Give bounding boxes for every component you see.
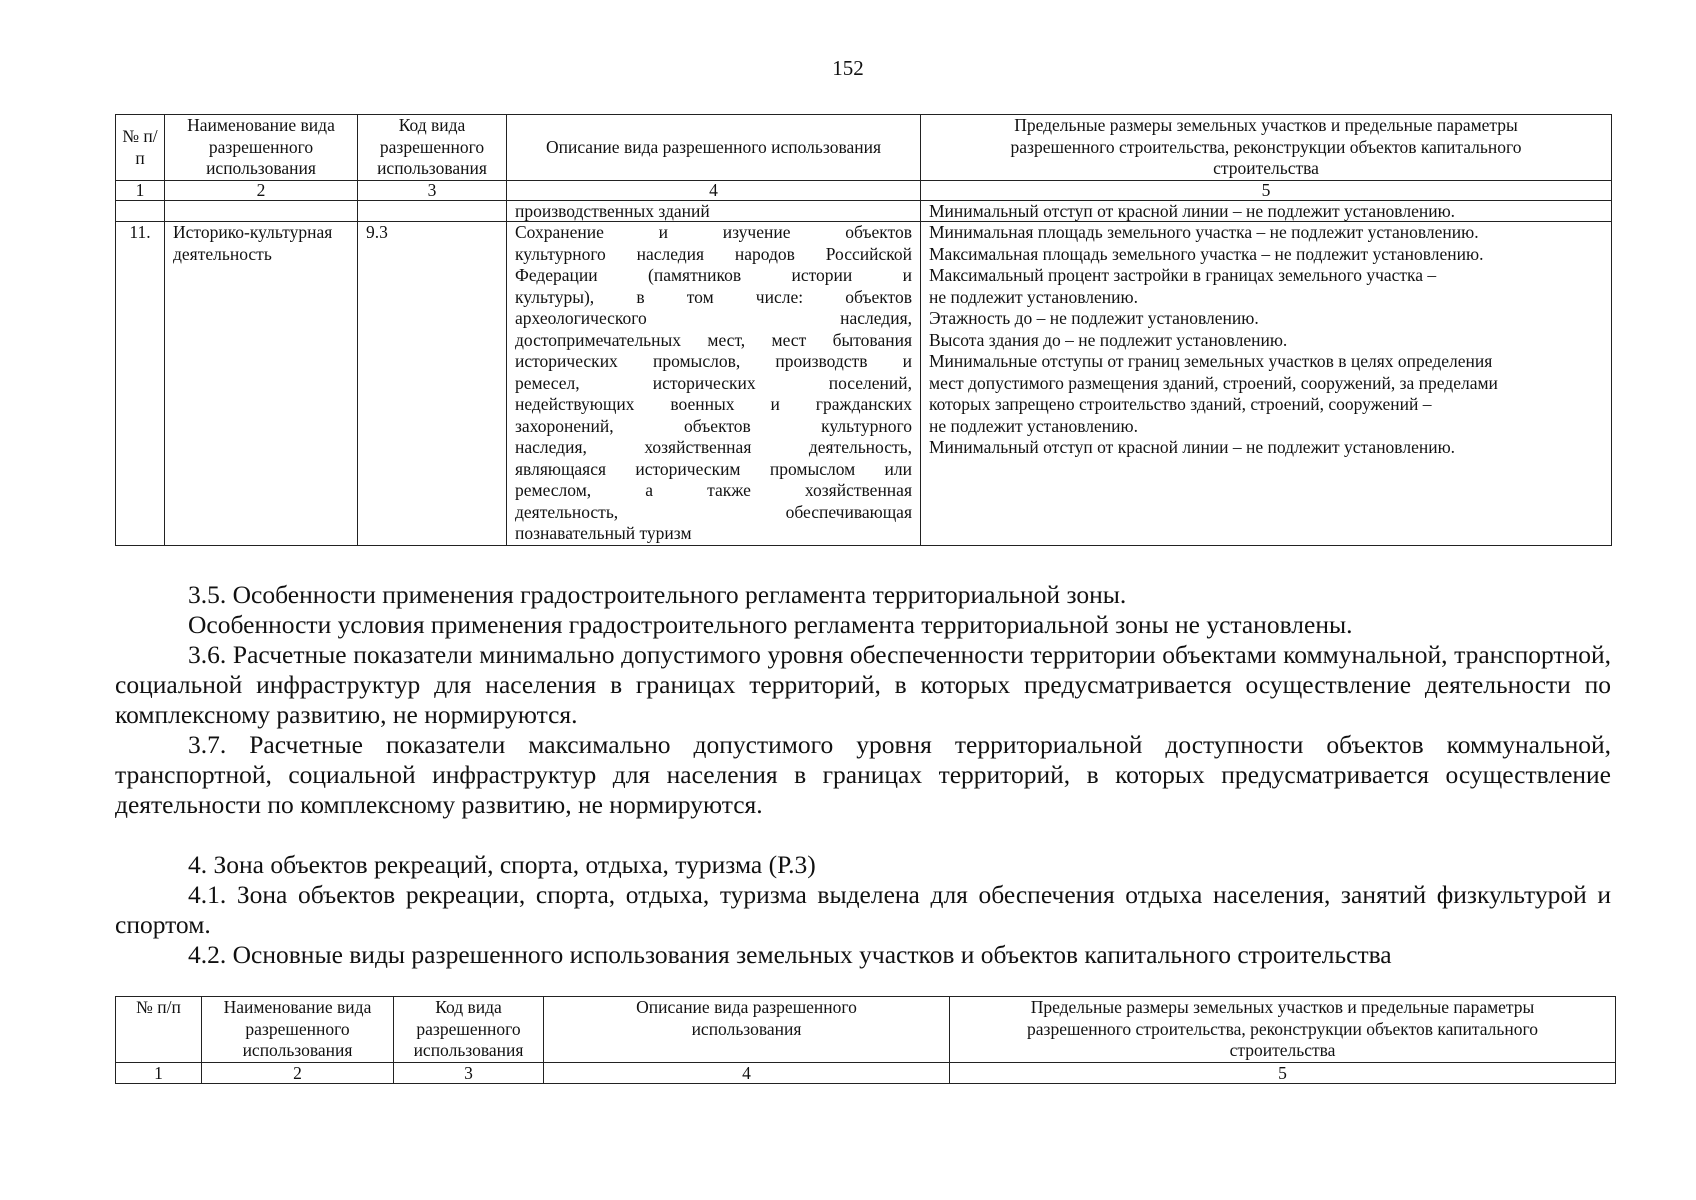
header-num: № п/п bbox=[116, 115, 165, 181]
section-4-text bbox=[115, 850, 1611, 970]
description-line: недействующих военных и гражданских bbox=[515, 394, 912, 414]
params-line: не подлежит установлению. bbox=[929, 415, 1138, 436]
column-number: 5 bbox=[921, 181, 1612, 201]
column-number: 4 bbox=[544, 1063, 950, 1084]
cell-description: производственных зданий bbox=[507, 201, 921, 222]
header-description: Описание вида разрешенного использования bbox=[507, 115, 921, 181]
description-line: исторических промыслов, производств и bbox=[515, 351, 912, 371]
description-line: археологического наследия, bbox=[515, 308, 912, 328]
cell-params bbox=[921, 222, 1612, 546]
table-row-continuation bbox=[116, 201, 1612, 222]
description-line: наследия, хозяйственная деятельность, bbox=[515, 437, 912, 457]
column-number: 5 bbox=[950, 1063, 1616, 1084]
header-params: Предельные размеры земельных участков и предельные параметры разрешенного строительства, реконструкции объектов капитального строительства bbox=[921, 115, 1612, 181]
column-number: 3 bbox=[358, 181, 507, 201]
cell-name: Историко-культурная деятельность bbox=[165, 222, 358, 546]
column-number-row bbox=[116, 1063, 1616, 1084]
permitted-use-table-recreation bbox=[115, 996, 1616, 1084]
section-4-heading: 4. Зона объектов рекреаций, спорта, отдыха, туризма (Р.3) bbox=[188, 850, 816, 879]
params-line: Максимальный процент застройки в границах земельного участка – bbox=[929, 265, 1437, 285]
params-line: Минимальная площадь земельного участка – не подлежит установлению. bbox=[929, 222, 1479, 242]
column-number: 1 bbox=[116, 1063, 202, 1084]
description-line: Федерации (памятников истории и bbox=[515, 265, 912, 285]
params-line: которых запрещено строительство зданий, строений, сооружений – bbox=[929, 394, 1432, 414]
description-line: ремесел, исторических поселений, bbox=[515, 372, 912, 393]
column-number: 1 bbox=[116, 181, 165, 201]
description-line: культурного наследия народов Российской bbox=[515, 243, 912, 264]
header-code: Код вида разрешенного использования bbox=[394, 997, 544, 1063]
column-number: 2 bbox=[165, 181, 358, 201]
params-line: мест допустимого размещения зданий, строений, сооружений, за пределами bbox=[929, 372, 1498, 393]
column-number-row bbox=[116, 181, 1612, 201]
description-line: познавательный туризм bbox=[515, 523, 692, 543]
paragraph-4-1: 4.1. Зона объектов рекреации, спорта, отдыха, туризма выделена для обеспечения отдыха населения, занятий физкультурой и спортом. bbox=[115, 880, 1611, 939]
params-line: Минимальный отступ от красной линии – не подлежит установлению. bbox=[929, 437, 1456, 457]
header-name: Наименование вида разрешенного использования bbox=[202, 997, 394, 1063]
cell-code: 9.3 bbox=[358, 222, 507, 546]
description-line: Сохранение и изучение объектов bbox=[515, 222, 912, 242]
params-line: не подлежит установлению. bbox=[929, 286, 1138, 307]
page-number: 152 bbox=[832, 56, 864, 80]
description-line: ремеслом, а также хозяйственная bbox=[515, 480, 912, 500]
paragraph-3-5-note: Особенности условия применения градостроительного регламента территориальной зоны не установлены. bbox=[188, 610, 1353, 639]
cell-num: 11. bbox=[116, 222, 165, 546]
cell-description bbox=[507, 222, 921, 546]
permitted-use-table-continued bbox=[115, 114, 1612, 546]
cell-params: Минимальный отступ от красной линии – не подлежит установлению. bbox=[921, 201, 1612, 222]
params-line: Минимальные отступы от границ земельных участков в целях определения bbox=[929, 351, 1493, 371]
description-line: деятельность, обеспечивающая bbox=[515, 501, 912, 522]
header-code: Код вида разрешенного использования bbox=[358, 115, 507, 181]
description-line: являющаяся историческим промыслом или bbox=[515, 458, 912, 479]
params-line: Этажность до – не подлежит установлению. bbox=[929, 308, 1259, 328]
column-number: 2 bbox=[202, 1063, 394, 1084]
header-num: № п/п bbox=[116, 997, 202, 1063]
paragraph-3-5: 3.5. Особенности применения градостроительного регламента территориальной зоны. bbox=[188, 580, 1127, 609]
header-description: Описание вида разрешенного использования bbox=[544, 997, 950, 1063]
column-number: 4 bbox=[507, 181, 921, 201]
table-header-row bbox=[116, 115, 1612, 181]
table-header-row bbox=[116, 997, 1616, 1063]
table-row bbox=[116, 222, 1612, 546]
paragraph-4-2: 4.2. Основные виды разрешенного использования земельных участков и объектов капитального строительства bbox=[188, 940, 1392, 969]
paragraph-3-7: 3.7. Расчетные показатели максимально допустимого уровня территориальной доступности объектов коммунальной, транспортной, социальной инфраструктур для населения в границах территорий, в которых предусматривается осуществление деятельности по комплексному развитию, не нормируются. bbox=[115, 730, 1611, 819]
paragraph-3-6: 3.6. Расчетные показатели минимально допустимого уровня обеспеченности территории объектами коммунальной, транспортной, социальной инфраструктур для населения в границах территорий, в которых предусматривается осуществление деятельности по комплексному развитию, не нормируются. bbox=[115, 640, 1611, 729]
header-params: Предельные размеры земельных участков и предельные параметры разрешенного строительства, реконструкции объектов капитального строительства bbox=[950, 997, 1616, 1063]
description-line: культуры), в том числе: объектов bbox=[515, 286, 912, 307]
params-line: Максимальная площадь земельного участка – не подлежит установлению. bbox=[929, 243, 1484, 264]
header-name: Наименование вида разрешенного использования bbox=[165, 115, 358, 181]
column-number: 3 bbox=[394, 1063, 544, 1084]
description-line: достопримечательных мест, мест бытования bbox=[515, 329, 912, 350]
section-3-text bbox=[115, 580, 1611, 820]
description-line: захоронений, объектов культурного bbox=[515, 415, 912, 436]
params-line: Высота здания до – не подлежит установлению. bbox=[929, 329, 1288, 350]
